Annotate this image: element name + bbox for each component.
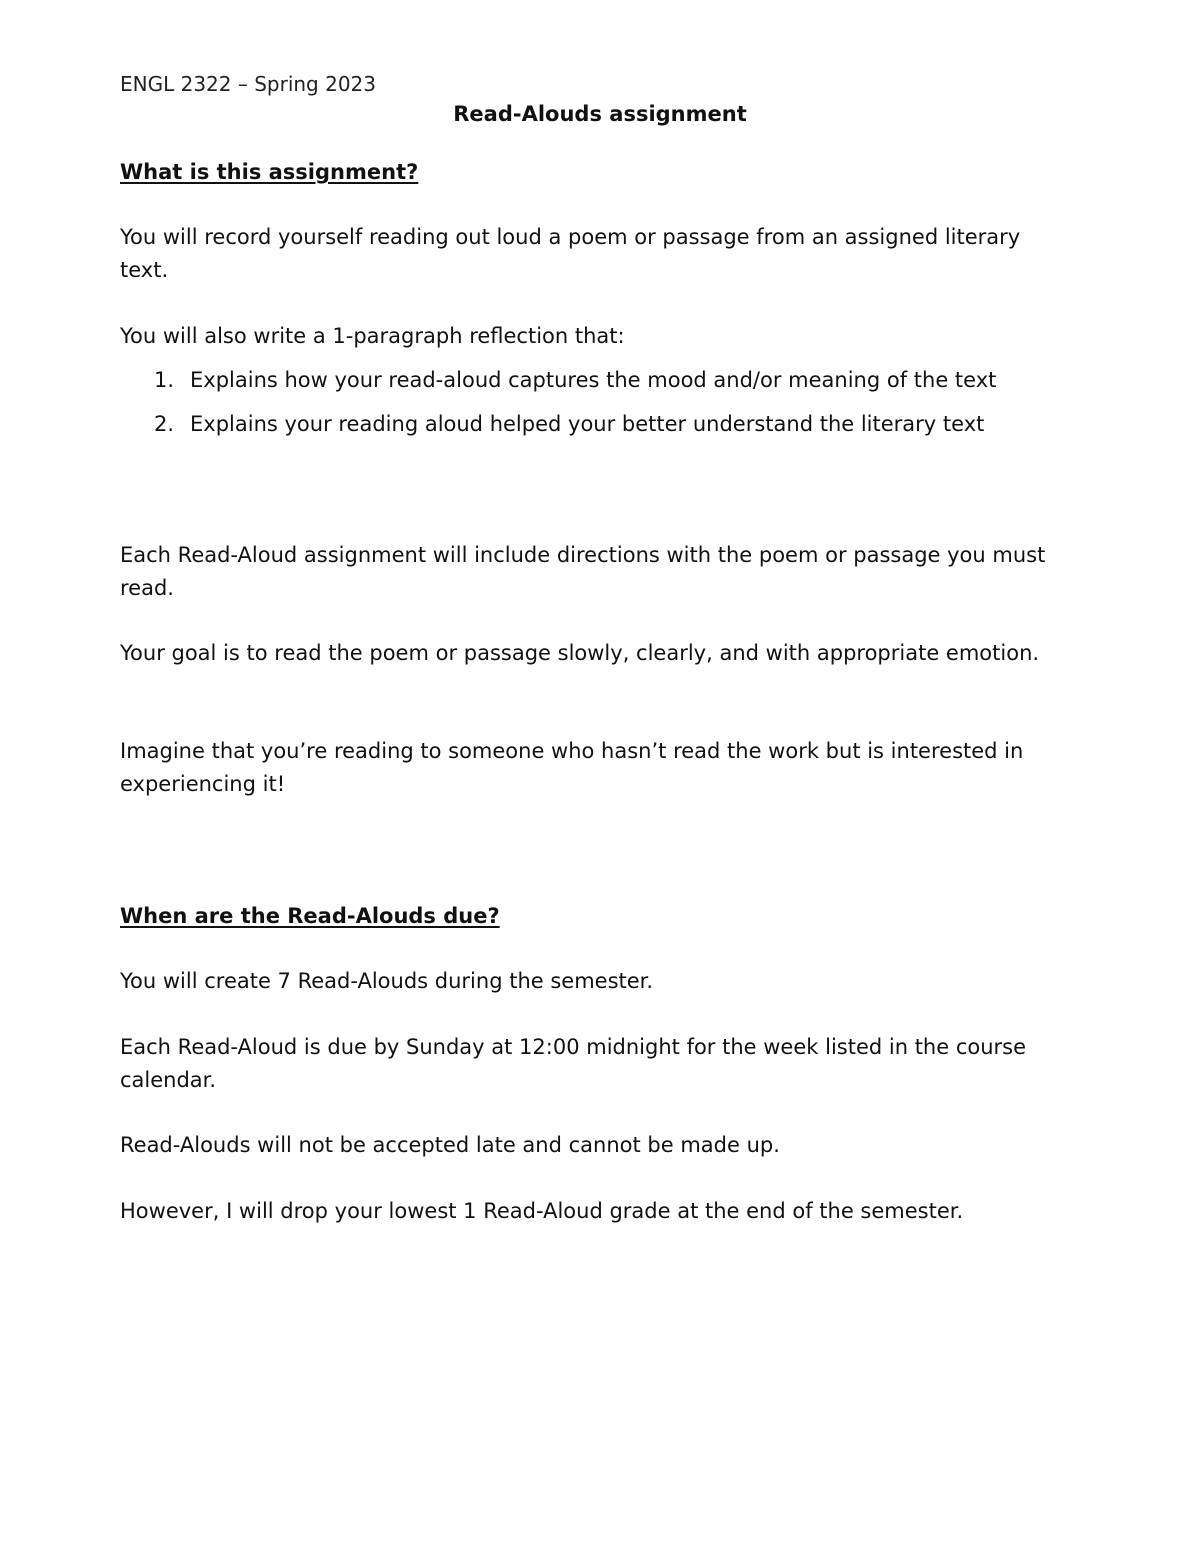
paragraph-reflection-intro: You will also write a 1-paragraph reflection that:: [120, 324, 625, 348]
list-item: [120, 408, 1070, 441]
paragraph-goal: Your goal is to read the poem or passage slowly, clearly, and with appropriate emotion.: [120, 641, 1040, 665]
list-item: [120, 364, 1070, 397]
paragraph-directions: Each Read-Aloud assignment will include directions with the poem or passage you must read.: [120, 543, 1046, 600]
paragraph-record: You will record yourself reading out loud a poem or passage from an assigned literary text.: [120, 225, 1021, 282]
paragraph-due-time: Each Read-Aloud is due by Sunday at 12:00 midnight for the week listed in the course calendar.: [120, 1035, 1027, 1092]
reflection-list: [120, 364, 1070, 452]
list-item-text: Explains your reading aloud helped your better understand the literary text: [190, 412, 985, 436]
document-title: Read-Alouds assignment: [453, 102, 747, 126]
list-item-number: 1.: [154, 368, 175, 392]
paragraph-count: You will create 7 Read-Alouds during the semester.: [120, 969, 654, 993]
list-item-number: 2.: [154, 412, 175, 436]
paragraph-drop-policy: However, I will drop your lowest 1 Read-Aloud grade at the end of the semester.: [120, 1199, 964, 1223]
section-heading-what: What is this assignment?: [120, 160, 419, 184]
course-header: ENGL 2322 – Spring 2023: [120, 72, 377, 96]
paragraph-late-policy: Read-Alouds will not be accepted late and cannot be made up.: [120, 1133, 780, 1157]
list-item-text: Explains how your read-aloud captures the mood and/or meaning of the text: [190, 368, 997, 392]
section-heading-due: When are the Read-Alouds due?: [120, 904, 500, 928]
paragraph-imagine: Imagine that you’re reading to someone who hasn’t read the work but is interested in experiencing it!: [120, 739, 1024, 796]
